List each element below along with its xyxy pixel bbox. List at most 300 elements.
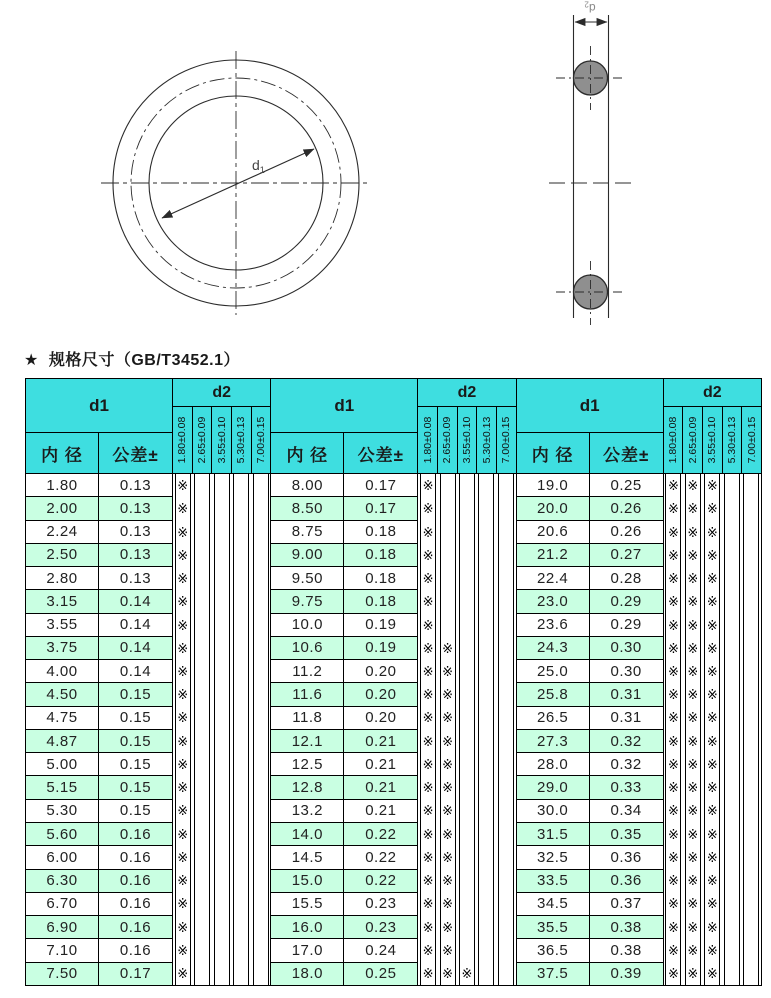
tolerance-value: 0.15 (99, 683, 173, 705)
d2-availability-empty (479, 567, 493, 590)
d2-availability-empty (499, 706, 513, 729)
table-row (271, 497, 418, 520)
oring-technical-drawing (0, 0, 771, 340)
availability-strip (440, 474, 456, 985)
table-row (271, 660, 418, 683)
d2-availability-empty (195, 683, 209, 706)
d2-availability-empty (254, 915, 268, 938)
table-row (271, 823, 418, 846)
table-group-3 (516, 379, 761, 985)
d2-availability-empty (744, 567, 758, 590)
d2-availability-empty (744, 799, 758, 822)
table-row (26, 707, 173, 730)
availability-strip (194, 474, 210, 985)
d2-availability-empty (479, 753, 493, 776)
d2-availability-empty (460, 544, 474, 567)
d1-dimension-arrow (162, 149, 314, 218)
tolerance-value: 0.16 (99, 870, 173, 892)
inner-diameter-value: 5.15 (26, 776, 99, 798)
d2-availability-mark: ※ (667, 687, 679, 703)
d2-availability-mark: ※ (442, 756, 453, 772)
d2-availability-empty (234, 939, 248, 962)
d2-availability-empty (441, 497, 455, 520)
tolerance-value: 0.20 (344, 707, 418, 729)
tolerance-value: 0.16 (99, 939, 173, 961)
inner-diameter-value: 25.0 (517, 660, 590, 682)
d2-availability-empty (195, 590, 209, 613)
inner-diameter-value: 2.00 (26, 497, 99, 519)
table-row (271, 730, 418, 753)
d2-availability-empty (195, 706, 209, 729)
d2-availability-empty (441, 567, 455, 590)
d2-size-label (703, 407, 723, 473)
d2-availability-empty (744, 892, 758, 915)
d2-availability-empty (744, 683, 758, 706)
d2-availability-mark: ※ (177, 617, 189, 633)
d2-availability-mark: ※ (177, 849, 189, 865)
d1-columns (517, 379, 664, 985)
d2-availability-empty (460, 474, 474, 497)
d2-availability-empty (215, 520, 229, 543)
d2-size-label (418, 407, 438, 473)
tolerance-value: 0.14 (99, 614, 173, 636)
d2-availability-mark: ※ (687, 873, 699, 889)
d2-availability-empty (215, 776, 229, 799)
table-row (517, 683, 664, 706)
d2-availability-empty (460, 939, 474, 962)
d2-availability-mark: ※ (687, 524, 699, 540)
d2-availability-empty (234, 776, 248, 799)
inner-diameter-value: 5.60 (26, 823, 99, 845)
inner-diameter-value: 31.5 (517, 823, 590, 845)
d2-availability-mark: ※ (706, 733, 718, 749)
tolerance-value: 0.13 (99, 497, 173, 519)
d2-availability-empty (479, 683, 493, 706)
tolerance-value: 0.19 (344, 614, 418, 636)
d1-header: d1 (271, 379, 418, 433)
d2-availability-mark: ※ (422, 478, 434, 494)
d2-availability-mark: ※ (442, 640, 453, 656)
oring-front-view (101, 51, 371, 315)
d2-availability-mark: ※ (177, 896, 189, 912)
d2-availability-mark: ※ (667, 524, 679, 540)
d2-availability-empty (499, 776, 513, 799)
d2-columns (173, 379, 270, 985)
tolerance-value: 0.24 (344, 939, 418, 961)
d2-availability-empty (499, 567, 513, 590)
tolerance-value: 0.22 (344, 870, 418, 892)
d2-availability-mark: ※ (422, 849, 434, 865)
d2-availability-mark: ※ (667, 478, 679, 494)
d2-availability-mark: ※ (706, 780, 718, 796)
d2-size-label (438, 407, 458, 473)
tolerance-value: 0.23 (344, 893, 418, 915)
inner-diameter-value: 4.87 (26, 730, 99, 752)
d1-columns (26, 379, 173, 985)
d2-size-label-text: 5.30±0.13 (726, 416, 738, 464)
inner-diameter-value: 18.0 (271, 963, 344, 985)
d2-availability-empty (254, 892, 268, 915)
availability-strip (459, 474, 475, 985)
d2-availability-mark: ※ (442, 896, 453, 912)
d2-availability-mark: ※ (422, 594, 434, 610)
table-row (26, 893, 173, 916)
d2-availability-empty (725, 683, 739, 706)
d2-availability-mark: ※ (667, 594, 679, 610)
d2-availability-mark: ※ (706, 826, 718, 842)
d2-availability-empty (499, 544, 513, 567)
d2-availability-mark: ※ (422, 733, 434, 749)
d2-availability-mark: ※ (177, 640, 189, 656)
d2-availability-mark: ※ (706, 942, 718, 958)
d2-size-label-text: 1.80±0.08 (421, 416, 434, 464)
d2-availability-empty (479, 520, 493, 543)
d2-availability-mark: ※ (687, 756, 699, 772)
d2-availability-mark: ※ (706, 594, 718, 610)
d2-availability-empty (499, 730, 513, 753)
inner-diameter-value: 11.2 (271, 660, 344, 682)
d2-availability-empty (725, 776, 739, 799)
d2-availability-empty (195, 753, 209, 776)
tolerance-value: 0.22 (344, 846, 418, 868)
d2-availability-mark: ※ (177, 873, 189, 889)
d2-availability-mark: ※ (442, 966, 453, 982)
inner-diameter-value: 12.5 (271, 753, 344, 775)
table-row (26, 497, 173, 520)
d2-header: d2 (664, 379, 761, 407)
d2-availability-empty (479, 474, 493, 497)
d2-availability-empty (744, 939, 758, 962)
d2-size-label-text: 1.80±0.08 (176, 416, 189, 464)
d2-size-label (742, 407, 761, 473)
tolerance-value: 0.18 (344, 590, 418, 612)
inner-diameter-value: 8.50 (271, 497, 344, 519)
d2-availability-empty (195, 799, 209, 822)
d2-availability-mark: ※ (687, 663, 699, 679)
d2-availability-empty (479, 590, 493, 613)
inner-diameter-value: 5.00 (26, 753, 99, 775)
inner-diameter-value: 12.1 (271, 730, 344, 752)
d2-availability-empty (234, 846, 248, 869)
tolerance-value: 0.33 (590, 776, 664, 798)
d2-availability-empty (479, 730, 493, 753)
availability-strip (685, 474, 701, 985)
d2-availability-empty (234, 590, 248, 613)
inner-diameter-value: 19.0 (517, 474, 590, 496)
inner-diameter-value: 27.3 (517, 730, 590, 752)
availability-strips (664, 474, 761, 985)
d2-availability-empty (234, 869, 248, 892)
table-row (271, 567, 418, 590)
inner-diameter-value: 21.2 (517, 544, 590, 566)
table-row (517, 660, 664, 683)
d2-availability-mark: ※ (442, 873, 453, 889)
d2-availability-empty (234, 799, 248, 822)
d2-availability-empty (725, 706, 739, 729)
d2-availability-mark: ※ (422, 501, 434, 517)
spec-table (25, 378, 762, 986)
table-row (271, 544, 418, 567)
tolerance-value: 0.22 (344, 823, 418, 845)
tolerance-value: 0.36 (590, 870, 664, 892)
d2-availability-mark: ※ (706, 501, 718, 517)
d2-size-label-text: 3.55±0.10 (215, 416, 228, 464)
table-row (271, 939, 418, 962)
inner-diameter-value: 2.50 (26, 544, 99, 566)
d2-availability-empty (499, 613, 513, 636)
d2-availability-empty (215, 869, 229, 892)
d2-availability-mark: ※ (687, 849, 699, 865)
d2-size-label (252, 407, 271, 473)
d2-size-label-text: 7.00±0.15 (500, 416, 513, 464)
inner-diameter-value: 9.75 (271, 590, 344, 612)
d2-availability-mark: ※ (667, 919, 679, 935)
d2-size-label-text: 7.00±0.15 (255, 416, 268, 464)
d2-availability-mark: ※ (422, 873, 434, 889)
d2-availability-empty (195, 846, 209, 869)
tolerance-value: 0.39 (590, 963, 664, 985)
tolerance-value: 0.34 (590, 800, 664, 822)
tolerance-value: 0.15 (99, 707, 173, 729)
d2-availability-empty (499, 683, 513, 706)
d2-availability-empty (479, 823, 493, 846)
d2-availability-mark: ※ (706, 687, 718, 703)
d2-availability-empty (254, 544, 268, 567)
d2-availability-empty (460, 497, 474, 520)
inner-diameter-value: 37.5 (517, 963, 590, 985)
d2-availability-empty (254, 753, 268, 776)
d2-availability-empty (744, 753, 758, 776)
tolerance-value: 0.13 (99, 567, 173, 589)
d2-availability-empty (479, 637, 493, 660)
table-row (26, 800, 173, 823)
d2-availability-empty (744, 544, 758, 567)
table-row (517, 730, 664, 753)
tolerance-value: 0.31 (590, 683, 664, 705)
d2-availability-empty (215, 683, 229, 706)
d2-availability-mark: ※ (177, 756, 189, 772)
d2-availability-empty (744, 590, 758, 613)
d2-availability-empty (725, 660, 739, 683)
table-row (271, 776, 418, 799)
inner-diameter-value: 7.10 (26, 939, 99, 961)
availability-strip (175, 474, 191, 985)
d2-availability-empty (460, 869, 474, 892)
d2-availability-mark: ※ (177, 803, 189, 819)
table-row (517, 474, 664, 497)
tolerance-header: 公差± (590, 433, 664, 473)
d2-availability-mark: ※ (706, 896, 718, 912)
table-row (271, 474, 418, 497)
d2-availability-empty (234, 520, 248, 543)
d2-availability-mark: ※ (667, 733, 679, 749)
d2-availability-empty (479, 939, 493, 962)
table-row (26, 963, 173, 985)
d2-availability-empty (234, 660, 248, 683)
d2-availability-mark: ※ (422, 919, 434, 935)
d1-header: d1 (517, 379, 664, 433)
inner-diameter-value: 5.30 (26, 800, 99, 822)
d2-availability-mark: ※ (667, 756, 679, 772)
d2-availability-empty (215, 660, 229, 683)
d2-availability-empty (499, 637, 513, 660)
d2-columns (664, 379, 761, 985)
inner-diameter-value: 13.2 (271, 800, 344, 822)
d2-availability-mark: ※ (706, 571, 718, 587)
table-row (271, 707, 418, 730)
d2-availability-empty (254, 567, 268, 590)
d2-size-label (723, 407, 743, 473)
d2-availability-empty (195, 915, 209, 938)
table-row (271, 637, 418, 660)
d2-availability-mark: ※ (422, 756, 434, 772)
d2-availability-mark: ※ (422, 617, 434, 633)
tolerance-value: 0.21 (344, 776, 418, 798)
d2-availability-empty (460, 683, 474, 706)
d2-availability-empty (460, 613, 474, 636)
d2-availability-mark: ※ (706, 524, 718, 540)
table-row (271, 683, 418, 706)
inner-diameter-value: 20.0 (517, 497, 590, 519)
table-group-1 (25, 379, 270, 985)
d2-availability-empty (499, 474, 513, 497)
d2-availability-empty (195, 939, 209, 962)
d2-availability-empty (441, 474, 455, 497)
d2-availability-empty (479, 613, 493, 636)
d2-availability-empty (499, 962, 513, 985)
d2-availability-mark: ※ (177, 501, 189, 517)
table-row (271, 614, 418, 637)
d2-availability-mark: ※ (422, 896, 434, 912)
d2-availability-empty (254, 660, 268, 683)
table-row (517, 753, 664, 776)
table-row (517, 800, 664, 823)
table-row (271, 893, 418, 916)
availability-strip (724, 474, 740, 985)
d2-availability-mark: ※ (687, 571, 699, 587)
d2-availability-mark: ※ (687, 640, 699, 656)
section-title (24, 347, 240, 370)
table-row (517, 916, 664, 939)
d2-availability-empty (499, 823, 513, 846)
d2-availability-empty (725, 799, 739, 822)
d2-availability-empty (460, 753, 474, 776)
d2-availability-empty (254, 869, 268, 892)
availability-strip (665, 474, 681, 985)
d2-size-label (477, 407, 497, 473)
inner-diameter-value: 28.0 (517, 753, 590, 775)
inner-diameter-value: 35.5 (517, 916, 590, 938)
d2-size-label (497, 407, 516, 473)
d2-availability-mark: ※ (667, 849, 679, 865)
table-row (26, 590, 173, 613)
d2-availability-empty (460, 823, 474, 846)
d2-size-labels (418, 407, 515, 474)
table-row (517, 567, 664, 590)
inner-diameter-value: 8.00 (271, 474, 344, 496)
table-group-2 (270, 379, 515, 985)
d2-availability-empty (234, 683, 248, 706)
inner-diameter-value: 33.5 (517, 870, 590, 892)
d1-rows (271, 474, 418, 985)
d2-availability-mark: ※ (177, 710, 189, 726)
d2-availability-empty (479, 799, 493, 822)
table-row (26, 939, 173, 962)
d2-availability-empty (725, 869, 739, 892)
d1-dimension-label: $d_1$ (252, 157, 265, 175)
d2-availability-mark: ※ (442, 780, 453, 796)
table-row (517, 776, 664, 799)
d2-availability-empty (725, 474, 739, 497)
d2-availability-empty (254, 520, 268, 543)
table-row (26, 870, 173, 893)
inner-diameter-value: 6.00 (26, 846, 99, 868)
d2-availability-empty (254, 962, 268, 985)
d2-size-label-text: 2.65±0.09 (686, 416, 699, 464)
tolerance-value: 0.26 (590, 497, 664, 519)
d2-availability-mark: ※ (177, 733, 189, 749)
tolerance-value: 0.21 (344, 730, 418, 752)
d2-availability-empty (499, 869, 513, 892)
table-row (26, 753, 173, 776)
d2-availability-empty (744, 962, 758, 985)
table-row (517, 521, 664, 544)
tolerance-value: 0.15 (99, 730, 173, 752)
d2-availability-empty (254, 497, 268, 520)
tolerance-value: 0.16 (99, 893, 173, 915)
tolerance-value: 0.18 (344, 567, 418, 589)
inner-diameter-value: 6.90 (26, 916, 99, 938)
d2-availability-empty (725, 637, 739, 660)
inner-diameter-header: 内 径 (26, 433, 99, 473)
inner-diameter-value: 3.75 (26, 637, 99, 659)
d2-availability-mark: ※ (422, 942, 434, 958)
d2-availability-mark: ※ (687, 942, 699, 958)
inner-diameter-value: 4.75 (26, 707, 99, 729)
inner-diameter-header: 内 径 (271, 433, 344, 473)
table-row (26, 846, 173, 869)
d2-availability-empty (725, 730, 739, 753)
d2-availability-mark: ※ (706, 873, 718, 889)
inner-diameter-value: 11.6 (271, 683, 344, 705)
table-row (26, 637, 173, 660)
tolerance-value: 0.14 (99, 590, 173, 612)
d2-availability-empty (254, 683, 268, 706)
tolerance-value: 0.16 (99, 846, 173, 868)
tolerance-value: 0.15 (99, 776, 173, 798)
tolerance-value: 0.25 (344, 963, 418, 985)
d2-availability-empty (254, 939, 268, 962)
d2-availability-empty (254, 776, 268, 799)
d2-availability-mark: ※ (442, 733, 453, 749)
inner-diameter-value: 6.70 (26, 893, 99, 915)
table-row (26, 544, 173, 567)
d2-columns (418, 379, 515, 985)
d2-availability-empty (479, 660, 493, 683)
tolerance-value: 0.13 (99, 544, 173, 566)
d2-availability-empty (195, 962, 209, 985)
d2-availability-mark: ※ (442, 663, 453, 679)
d2-availability-empty (744, 776, 758, 799)
inner-diameter-value: 10.6 (271, 637, 344, 659)
inner-diameter-value: 2.80 (26, 567, 99, 589)
d1-rows (26, 474, 173, 985)
d2-availability-empty (234, 892, 248, 915)
d2-availability-empty (460, 776, 474, 799)
d2-availability-empty (195, 520, 209, 543)
d2-size-label (664, 407, 684, 473)
d2-availability-mark: ※ (442, 942, 453, 958)
